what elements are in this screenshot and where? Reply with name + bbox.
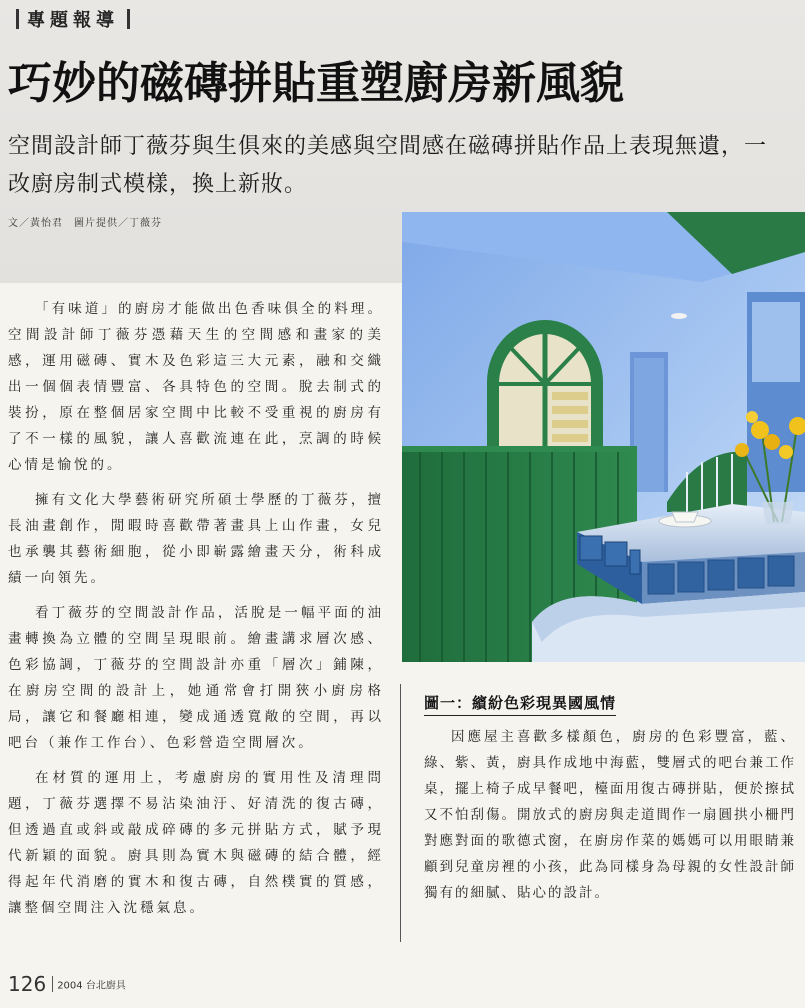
page-footer — [8, 972, 126, 996]
kitchen-photo — [402, 212, 805, 662]
body-paragraph: 在材質的運用上，考慮廚房的實用性及清理問題，丁薇芬選擇不易沾染油汙、好清洗的復古磚，但透過直或斜或敲成碎磚的多元拼貼方式，賦予現代新穎的面貌。廚具則為實木與磁磚的結合體，經得起年代消磨的實木和復古磚，自然樸實的質感，讓整個空間注入沈穩氣息。 — [8, 770, 384, 916]
section-tag-label: 專題報導 — [27, 10, 119, 31]
column-rule — [400, 684, 401, 942]
article-title: 巧妙的磁磚拼貼重塑廚房新風貌 — [8, 58, 624, 109]
publication-name: 2004 台北廚具 — [57, 980, 126, 992]
tag-bar-left — [16, 9, 19, 29]
body-paragraph: 「有味道」的廚房才能做出色香味俱全的料理。空間設計師丁薇芬憑藉天生的空間感和畫家的美感，運用磁磚、實木及色彩這三大元素，融和交織出一個個表情豐富、各具特色的空間。脫去制式的裝扮，原在整個居家空間中比較不受重視的廚房有了不一樣的風貌，讓人喜歡流連在此，烹調的時候心情是愉悅的。 — [8, 301, 384, 473]
body-column — [8, 296, 384, 930]
page-number: 126 — [8, 972, 47, 996]
article-lede: 空間設計師丁薇芬與生俱來的美感與空間感在磁磚拼貼作品上表現無遺，一改廚房制式模樣，換上新妝。 — [8, 134, 768, 197]
tag-bar-right — [127, 9, 130, 29]
figure-caption-text — [424, 724, 796, 906]
caption-paragraph: 因應屋主喜歡多樣顏色，廚房的色彩豐富，藍、綠、紫、黃，廚具作成地中海藍，雙層式的吧台兼工作桌，擺上椅子成早餐吧，檯面用復古磚拼貼，便於擦拭又不怕刮傷。開放式的廚房與走道間作一扇圓拱小柵門對應對面的歌德式窗，在廚房作菜的媽媽可以用眼睛兼顧到兒童房裡的小孩，此為同樣身為母親的女性設計師獨有的細膩、貼心的設計。 — [424, 729, 796, 901]
figure-caption: 圖一：繽紛色彩現異國風情 — [424, 692, 616, 716]
section-tag — [8, 8, 138, 34]
byline: 文／黃怡君 圖片提供／丁薇芬 — [8, 218, 162, 229]
body-paragraph: 看丁薇芬的空間設計作品，活脫是一幅平面的油畫轉換為立體的空間呈現眼前。繪畫講求層次感、色彩協調，丁薇芬的空間設計亦重「層次」鋪陳，在廚房空間的設計上，她通常會打開狹小廚房格局，讓它和餐廳相連，變成通透寬敞的空間，再以吧台（兼作工作台）、色彩營造空間層次。 — [8, 605, 384, 751]
body-paragraph: 擁有文化大學藝術研究所碩士學歷的丁薇芬，擅長油畫創作，閒暇時喜歡帶著畫具上山作畫，女兒也承襲其藝術細胞，從小即嶄露繪畫天分，術科成績一向領先。 — [8, 492, 384, 586]
footer-divider — [52, 976, 53, 992]
